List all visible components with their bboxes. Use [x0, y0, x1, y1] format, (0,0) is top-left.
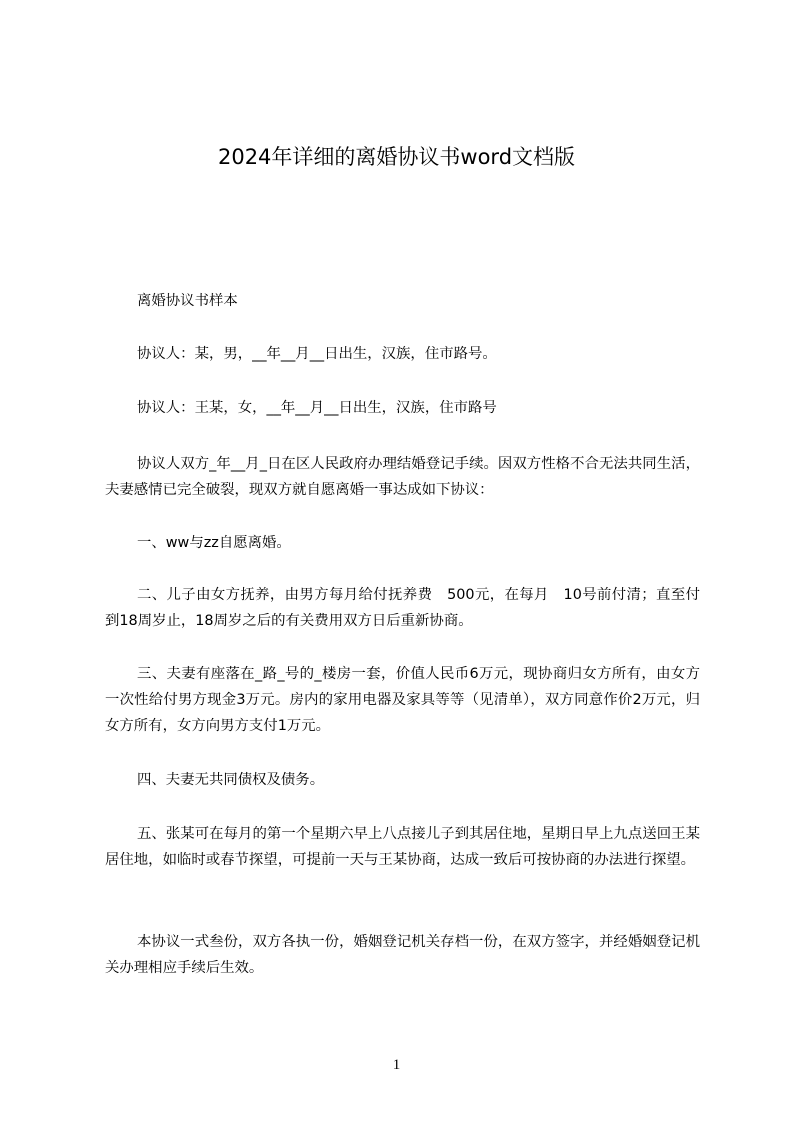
paragraph-closing: 本协议一式叁份，双方各执一份，婚姻登记机关存档一份，在双方签字，并经婚姻登记机关办理相应手续后生效。 — [105, 934, 700, 976]
paragraph-sample-heading: 离婚协议书样本 — [137, 293, 238, 309]
page-number: 1 — [392, 1057, 401, 1073]
paragraph-clause-4: 四、夫妻无共同债权及债务。 — [137, 772, 325, 788]
paragraph-party-male: 协议人：某，男，__年__月__日出生，汉族，住市路号。 — [137, 346, 497, 362]
paragraph-clause-1: 一、ww与zz自愿离婚。 — [137, 535, 291, 551]
paragraph-clause-2: 二、儿子由女方抚养，由男方每月给付抚养费 500元，在每月 10号前付清；直至付到18周岁止，18周岁之后的有关费用双方日后重新协商。 — [105, 587, 700, 629]
paragraph-preamble: 协议人双方_年__月_日在区人民政府办理结婚登记手续。因双方性格不合无法共同生活，夫妻感情已完全破裂，现双方就自愿离婚一事达成如下协议： — [105, 456, 700, 498]
paragraph-party-female: 协议人：王某，女，__年__月__日出生，汉族，住市路号 — [137, 400, 497, 416]
paragraph-clause-5: 五、张某可在每月的第一个星期六早上八点接儿子到其居住地，星期日早上九点送回王某居住地，如临时或春节探望，可提前一天与王某协商，达成一致后可按协商的办法进行探望。 — [105, 826, 700, 868]
document-title: 2024年详细的离婚协议书word文档版 — [217, 145, 576, 169]
paragraph-clause-3: 三、夫妻有座落在_路_号的_楼房一套，价值人民币6万元，现协商归女方所有，由女方一次性给付男方现金3万元。房内的家用电器及家具等等（见清单），双方同意作价2万元，归女方所有，女方向男方支付1万元。 — [105, 666, 700, 734]
